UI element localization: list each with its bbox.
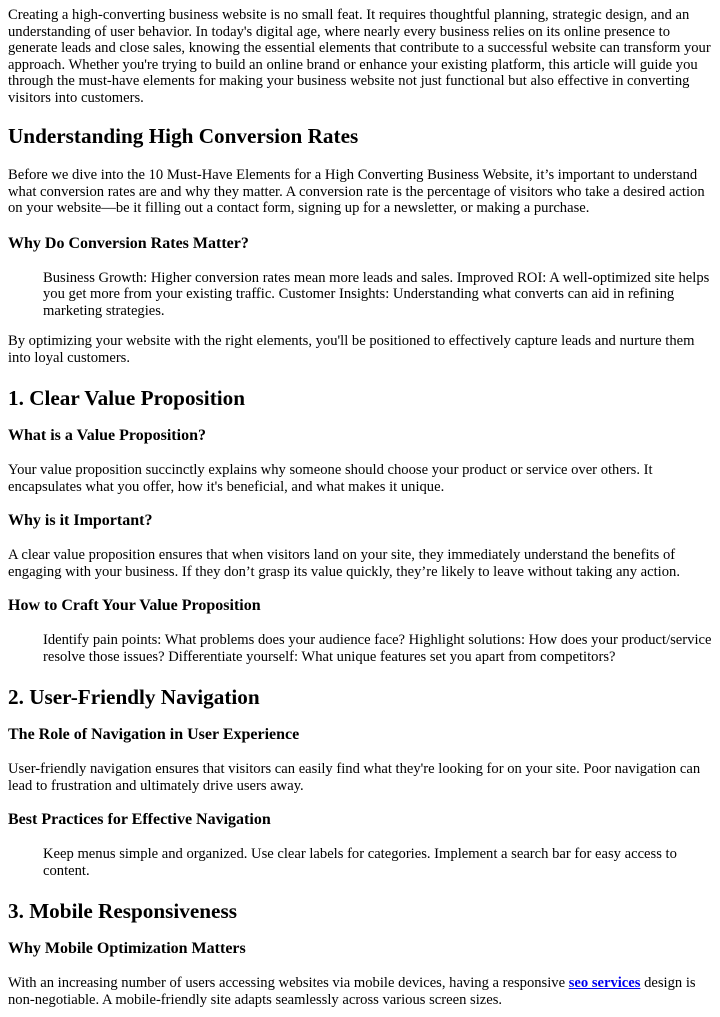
subheading-craft-value-proposition: How to Craft Your Value Proposition bbox=[8, 597, 261, 614]
navigation-role-paragraph: User-friendly navigation ensures that visitors can easily find what they're looking for on your site. Poor navigation can lead to frustration and ultimately drive users away. bbox=[8, 761, 701, 794]
value-proposition-definition: Your value proposition succinctly explains why someone should choose your product or service over others. It encapsulates what you offer, how it's beneficial, and what makes it unique. bbox=[8, 462, 653, 495]
mobile-text-before-link: With an increasing number of users accessing websites via mobile devices, having a responsive bbox=[8, 975, 569, 991]
conversion-benefits-quote: Business Growth: Higher conversion rates mean more leads and sales. Improved ROI: A well-optimized site helps you get more from your existing traffic. Customer Insights: Understanding what converts can aid in refining marketing strategies. bbox=[43, 269, 710, 319]
understanding-paragraph: Before we dive into the 10 Must-Have Elements for a High Converting Business Website, it’s important to understand what conversion rates are and why they matter. A conversion rate is the percentage of visitors who take a desired action on your website—be it filling out a contact form, signing up for a newsletter, or making a purchase. bbox=[8, 167, 705, 216]
section-heading-mobile: 3. Mobile Responsiveness bbox=[8, 899, 237, 923]
section-heading-understanding: Understanding High Conversion Rates bbox=[8, 124, 359, 148]
seo-services-link[interactable]: seo services bbox=[568, 975, 641, 991]
subheading-role-of-navigation: The Role of Navigation in User Experience bbox=[8, 726, 300, 743]
subheading-navigation-best-practices: Best Practices for Effective Navigation bbox=[8, 811, 271, 828]
section-heading-navigation: 2. User-Friendly Navigation bbox=[8, 685, 260, 709]
optimizing-paragraph: By optimizing your website with the right elements, you'll be positioned to effectively capture leads and nurture them into loyal customers. bbox=[8, 333, 695, 366]
section-heading-value-proposition: 1. Clear Value Proposition bbox=[8, 386, 246, 410]
subheading-why-important: Why is it Important? bbox=[8, 512, 153, 529]
subheading-what-is-value-proposition: What is a Value Proposition? bbox=[8, 427, 206, 444]
intro-paragraph: Creating a high-converting business website is no small feat. It requires thoughtful planning, strategic design, and an understanding of user behavior. In today's digital age, where nearly every business relies on its online presence to generate leads and close sales, knowing the essential elements that contribute to a successful website can transform your approach. Whether you're trying to build an online brand or enhance your existing platform, this article will guide you through the must-have elements for making your business website not just functional but also effective in converting visitors into customers. bbox=[8, 7, 711, 106]
craft-steps-quote: Identify pain points: What problems does your audience face? Highlight solutions: How does your product/service resolve those issues? Differentiate yourself: What unique features set you apart from competitors? bbox=[43, 632, 712, 665]
mobile-paragraph bbox=[8, 975, 712, 1008]
subheading-why-conversion-matters: Why Do Conversion Rates Matter? bbox=[8, 234, 249, 252]
subheading-why-mobile-matters: Why Mobile Optimization Matters bbox=[8, 940, 246, 957]
mobile-text-after-link: design is non-negotiable. A mobile-friendly site adapts seamlessly across various screen sizes. bbox=[8, 975, 696, 1008]
navigation-practices-quote: Keep menus simple and organized. Use clear labels for categories. Implement a search bar for easy access to content. bbox=[43, 846, 677, 879]
value-proposition-importance: A clear value proposition ensures that when visitors land on your site, they immediately understand the benefits of engaging with your business. If they don’t grasp its value quickly, they’re likely to leave without taking any action. bbox=[8, 547, 680, 580]
